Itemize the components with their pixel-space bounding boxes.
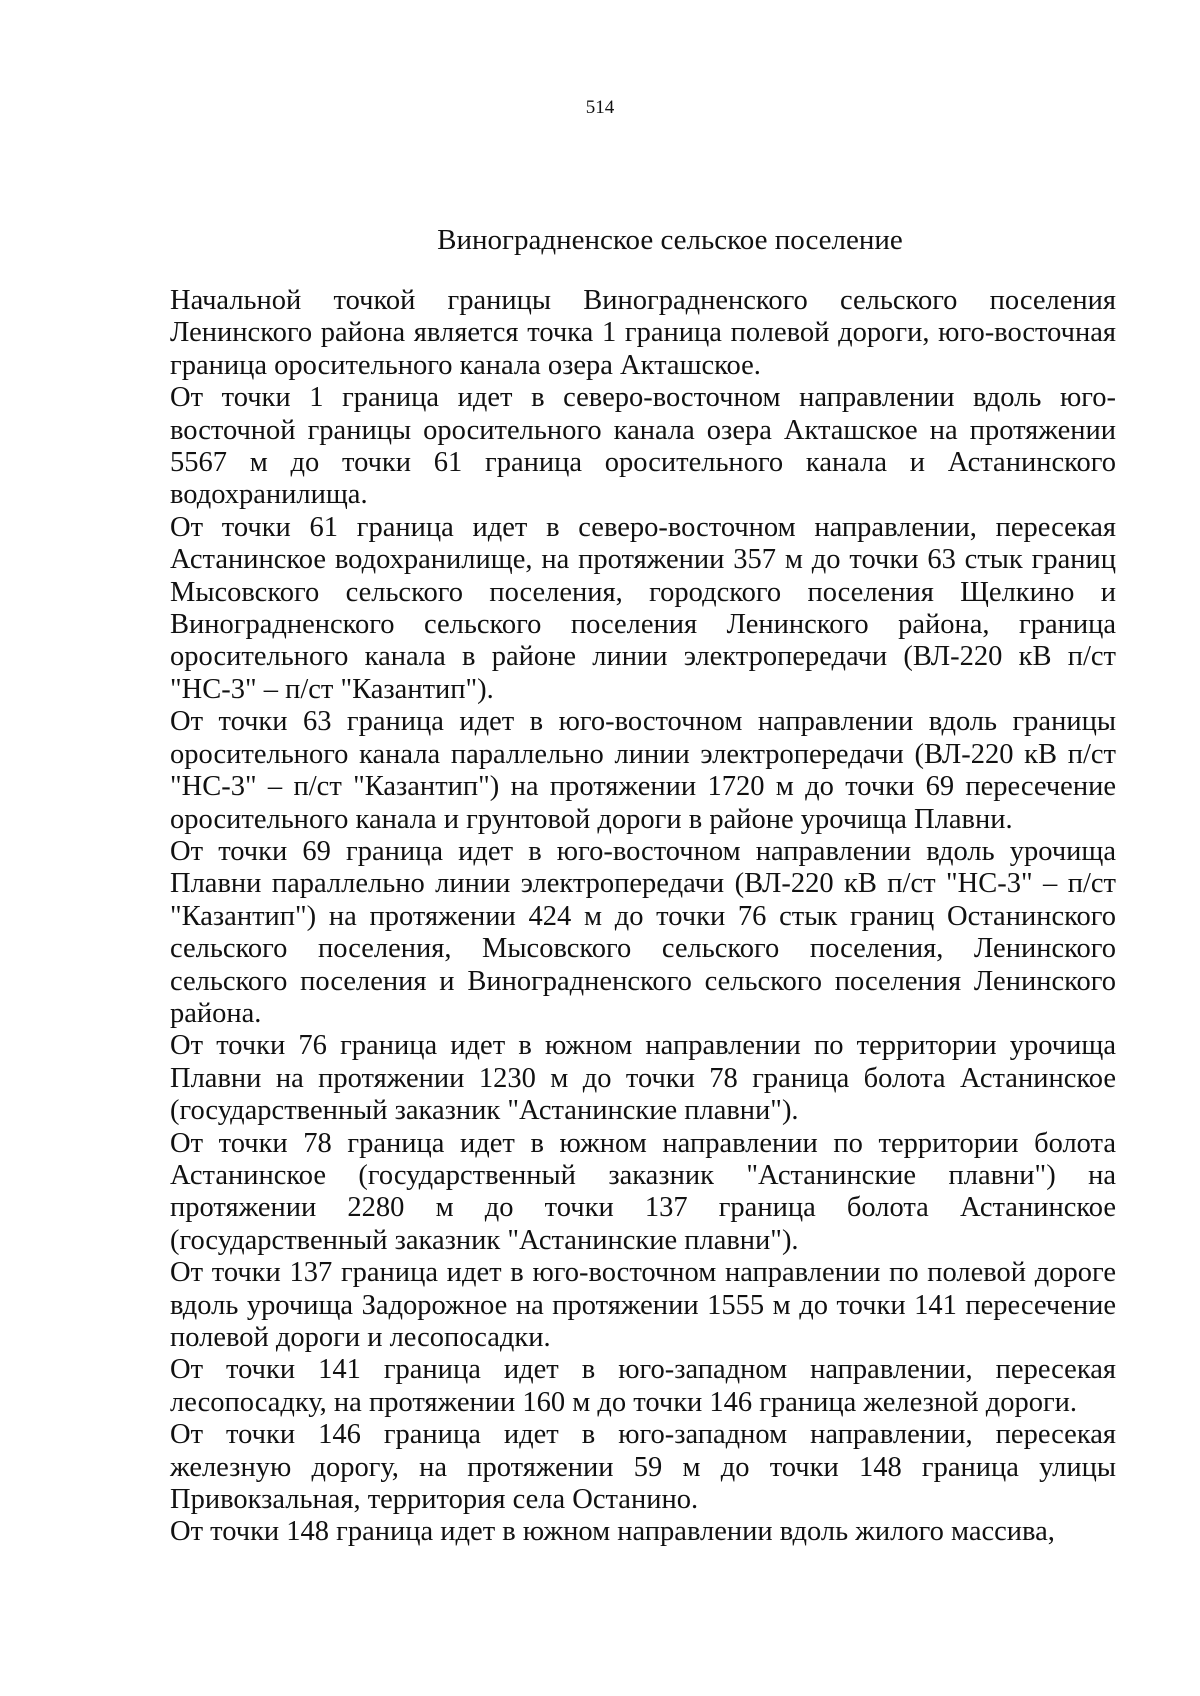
paragraph: От точки 61 граница идет в северо-восточном направлении, пересекая Астанинское водохранилище, на протяжении 357 м до точки 63 стык границ Мысовского сельского поселения, городского поселения Щелкино и Виноградненского сельского поселения Ленинского района, граница оросительного канала в районе линии электропередачи (ВЛ-220 кВ п/ст "НС-3" – п/ст "Казантип"). — [170, 511, 1116, 705]
paragraph: От точки 69 граница идет в юго-восточном направлении вдоль урочища Плавни параллельно линии электропередачи (ВЛ-220 кВ п/ст "НС-3" – п/ст "Казантип") на протяжении 424 м до точки 76 стык границ Останинского сельского поселения, Мысовского сельского поселения, Ленинского сельского поселения и Виноградненского сельского поселения Ленинского района. — [170, 835, 1116, 1029]
paragraph: Начальной точкой границы Виноградненского сельского поселения Ленинского района является точка 1 граница полевой дороги, юго-восточная граница оросительного канала озера Акташское. — [170, 285, 1116, 381]
page-number: 514 — [585, 97, 615, 118]
paragraph: От точки 1 граница идет в северо-восточном направлении вдоль юго-восточной границы оросительного канала озера Акташское на протяжении 5567 м до точки 61 граница оросительного канала и Астанинского водохранилища. — [170, 382, 1116, 511]
paragraph: От точки 78 граница идет в южном направлении по территории болота Астанинское (государственный заказник "Астанинские плавни") на протяжении 2280 м до точки 137 граница болота Астанинское (государственный заказник "Астанинские плавни"). — [170, 1127, 1116, 1256]
document-title: Виноградненское сельское поселение — [437, 224, 903, 256]
paragraph: От точки 146 граница идет в юго-западном направлении, пересекая железную дорогу, на протяжении 59 м до точки 148 граница улицы Привокзальная, территория села Останино. — [170, 1419, 1116, 1516]
document-body — [170, 285, 1116, 1549]
paragraph: От точки 141 граница идет в юго-западном направлении, пересекая лесопосадку, на протяжении 160 м до точки 146 граница железной дороги. — [170, 1354, 1116, 1418]
paragraph: От точки 148 граница идет в южном направлении вдоль жилого массива, — [170, 1516, 1055, 1548]
paragraph: От точки 63 граница идет в юго-восточном направлении вдоль границы оросительного канала параллельно линии электропередачи (ВЛ-220 кВ п/ст "НС-3" – п/ст "Казантип") на протяжении 1720 м до точки 69 пересечение оросительного канала и грунтовой дороги в районе урочища Плавни. — [170, 706, 1116, 835]
paragraph: От точки 137 граница идет в юго-восточном направлении по полевой дороге вдоль урочища Задорожное на протяжении 1555 м до точки 141 пересечение полевой дороги и лесопосадки. — [170, 1257, 1116, 1353]
paragraph: От точки 76 граница идет в южном направлении по территории урочища Плавни на протяжении 1230 м до точки 78 граница болота Астанинское (государственный заказник "Астанинские плавни"). — [170, 1030, 1116, 1127]
